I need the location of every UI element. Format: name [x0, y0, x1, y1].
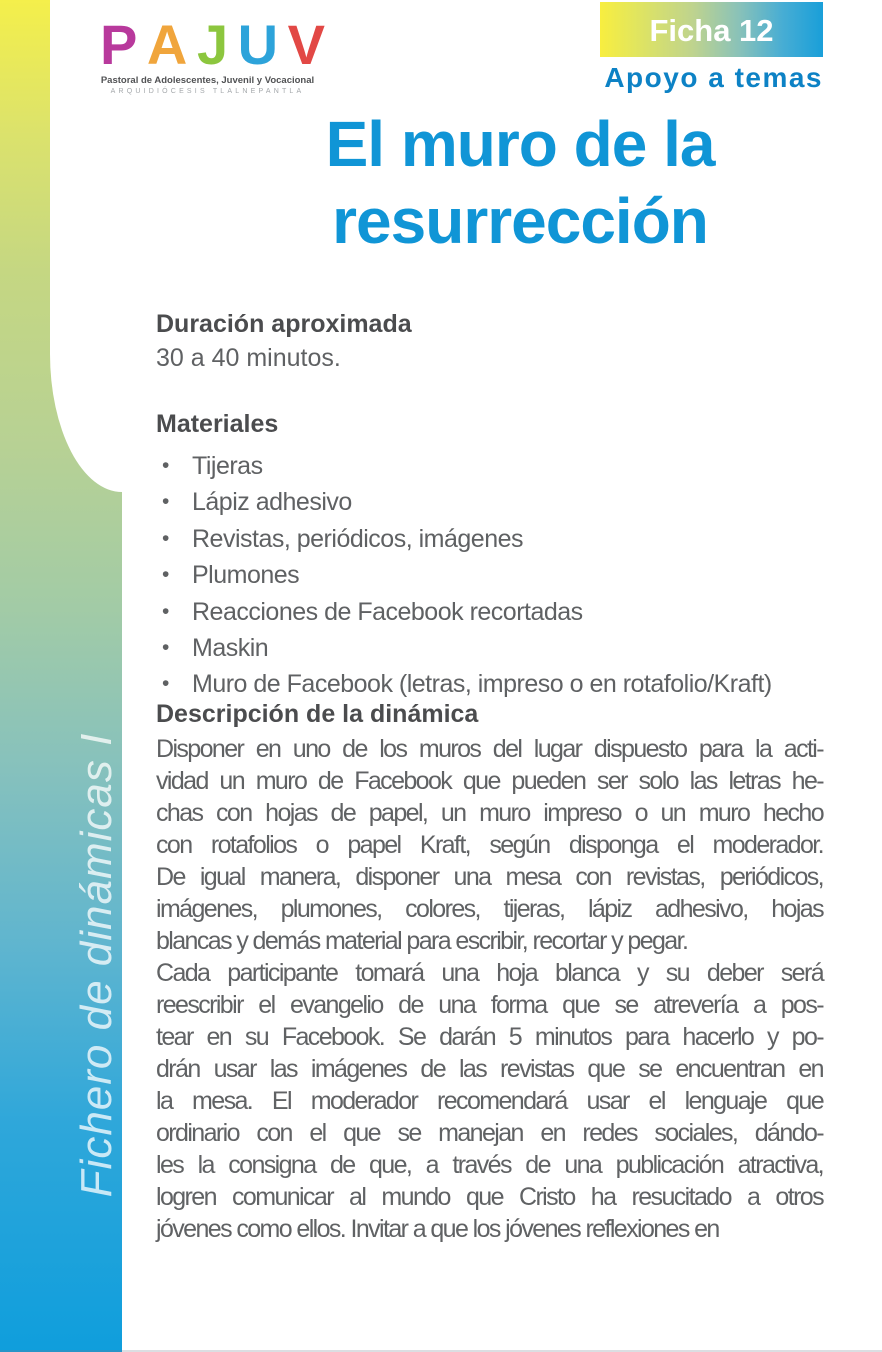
material-item: • Plumones — [156, 557, 822, 593]
paragraph-line: ordinario con el que se manejan en redes sociales, dándo- — [156, 1119, 823, 1147]
paragraph-line: De igual manera, disponer una mesa con revistas, periódicos, — [156, 863, 823, 891]
paragraph-line: reescribir el evangelio de una forma que se atrevería a pos- — [156, 991, 823, 1019]
paragraph-line: Disponer en uno de los muros del lugar dispuesto para la acti- — [156, 735, 823, 763]
logo-letter: V — [287, 13, 323, 76]
sidebar-vertical-label: Fichero de dinámicas I — [72, 732, 121, 1198]
material-item: • Tijeras — [156, 448, 822, 484]
material-item: • Maskin — [156, 630, 822, 666]
paragraph-line: les la consigna de que, a través de una publicación atractiva, — [156, 1151, 823, 1179]
materials-heading: Materiales — [156, 410, 279, 438]
logo-letter: A — [146, 13, 185, 76]
logo-letter: P — [100, 13, 135, 76]
category-label: Apoyo a temas — [604, 62, 823, 93]
paragraph-line: jóvenes como ellos. Invitar a que los jóvenes reflexiones en — [156, 1215, 719, 1243]
description-paragraph-1 — [156, 733, 823, 957]
paragraph-line: chas con hojas de papel, un muro impreso o un muro hecho — [156, 799, 823, 827]
page-title — [190, 106, 850, 260]
paragraph-line: blancas y demás material para escribir, recortar y pegar. — [156, 927, 688, 955]
logo-letter: U — [237, 13, 276, 76]
material-item: • Reacciones de Facebook recortadas — [156, 594, 822, 630]
paragraph-line: la mesa. El moderador recomendará usar el lenguaje que — [156, 1087, 823, 1115]
description-paragraph-2 — [156, 957, 823, 1245]
paragraph-line: con rotafolios o papel Kraft, según disponga el moderador. — [156, 831, 823, 859]
pajuv-logo — [100, 13, 323, 95]
page-title-line1: El muro de la — [325, 108, 715, 180]
ficha-number-banner — [600, 2, 823, 57]
logo-letter: J — [196, 13, 226, 76]
logo-subtitle: Pastoral de Adolescentes, Juvenil y Vocacional — [100, 75, 315, 86]
paragraph-line: imágenes, plumones, colores, tijeras, lápiz adhesivo, hojas — [156, 895, 823, 923]
pajuv-logo-letters — [100, 13, 323, 76]
paragraph-line: tear en su Facebook. Se darán 5 minutos para hacerlo y po- — [156, 1023, 823, 1051]
duration-value: 30 a 40 minutos. — [156, 344, 341, 372]
duration-heading: Duración aproximada — [156, 310, 412, 338]
paragraph-line: vidad un muro de Facebook que pueden ser solo las letras he- — [156, 767, 823, 795]
paragraph-line: drán usar las imágenes de las revistas que se encuentran en — [156, 1055, 823, 1083]
ficha-number-label: Ficha 12 — [649, 13, 774, 48]
material-item: • Lápiz adhesivo — [156, 484, 822, 520]
page-title-line2: resurrección — [332, 185, 708, 257]
logo-organization: ARQUIDIÓCESIS TLALNEPANTLA — [110, 88, 305, 95]
description-heading: Descripción de la dinámica — [156, 700, 479, 728]
material-item: • Revistas, periódicos, imágenes — [156, 521, 822, 557]
paragraph-line: logren comunicar al mundo que Cristo ha resucitado a otros — [156, 1183, 823, 1211]
materials-list — [156, 448, 822, 703]
paragraph-line: Cada participante tomará una hoja blanca y su deber será — [156, 959, 823, 987]
material-item: • Muro de Facebook (letras, impreso o en rotafolio/Kraft) — [156, 666, 822, 702]
